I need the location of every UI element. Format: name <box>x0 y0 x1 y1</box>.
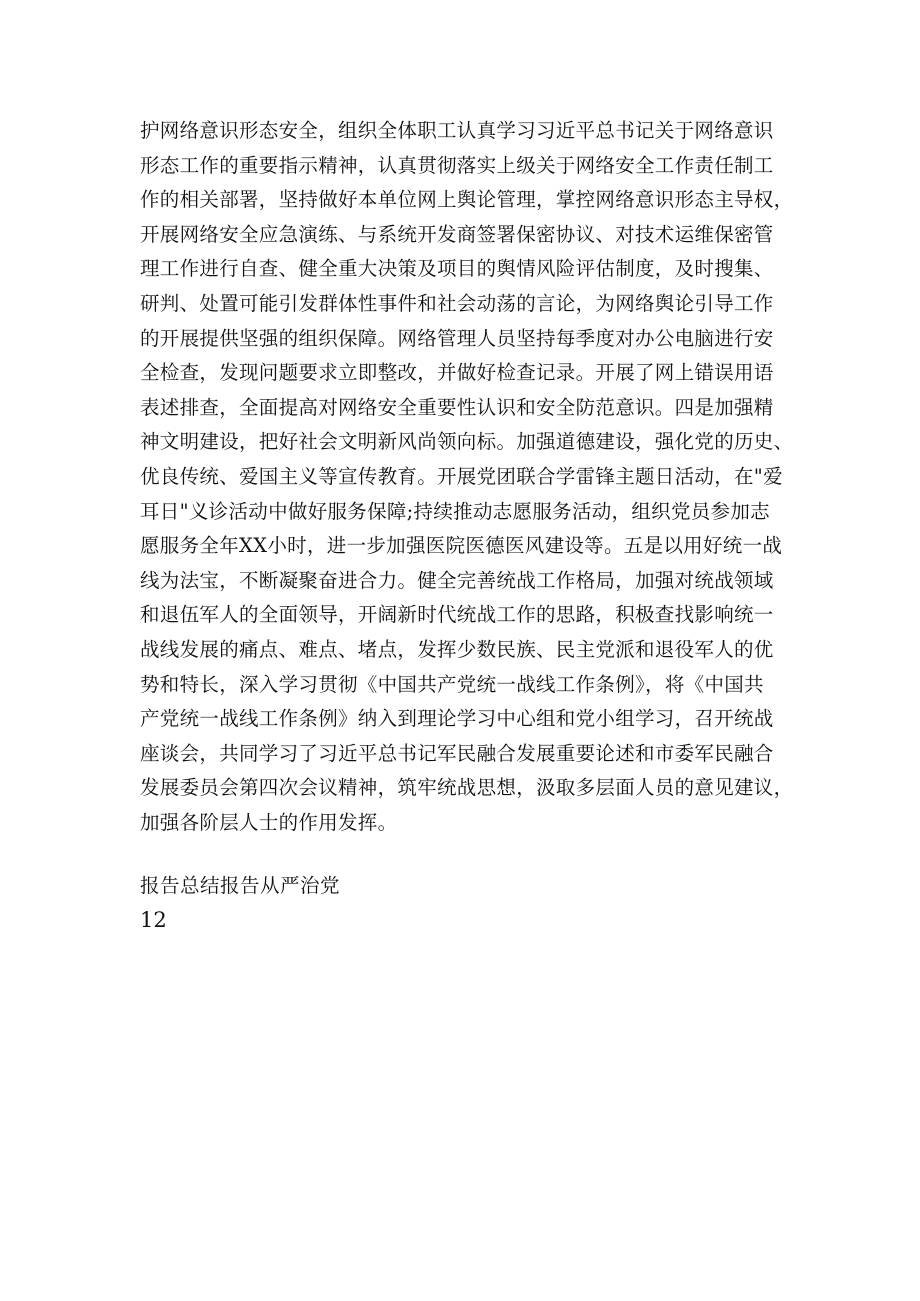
body-line: 理工作进行自查、健全重大决策及项目的舆情风险评估制度，及时搜集、 <box>140 257 774 281</box>
body-line: 势和特长，深入学习贯彻《中国共产党统一战线工作条例》，将《中国共 <box>140 672 764 696</box>
body-line: 线为法宝，不断凝聚奋进合力。健全完善统战工作格局，加强对统战领域 <box>140 568 774 592</box>
body-line: 研判、处置可能引发群体性事件和社会动荡的言论，为网络舆论引导工作 <box>140 291 774 315</box>
body-line: 和退伍军人的全面领导，开阔新时代统战工作的思路，积极查找影响统一 <box>140 603 774 627</box>
body-line: 开展网络安全应急演练、与系统开发商签署保密协议、对技术运维保密管 <box>140 222 774 246</box>
body-line: 的开展提供坚强的组织保障。网络管理人员坚持每季度对办公电脑进行安 <box>140 326 774 350</box>
body-line: 神文明建设，把好社会文明新风尚领向标。加强道德建设，强化党的历史、 <box>140 430 794 454</box>
body-line: 表述排查，全面提高对网络安全重要性认识和安全防范意识。四是加强精 <box>140 395 774 419</box>
body-line: 加强各阶层人士的作用发挥。 <box>140 810 398 834</box>
body-line: 发展委员会第四次会议精神，筑牢统战思想，汲取多层面人员的意见建议， <box>140 776 794 800</box>
body-paragraph <box>140 114 800 840</box>
body-line: 优良传统、爱国主义等宣传教育。开展党团联合学雷锋主题日活动，在"爱 <box>140 464 783 488</box>
body-line: 形态工作的重要指示精神，认真贯彻落实上级关于网络安全工作责任制工 <box>140 153 774 177</box>
page-number: 12 <box>140 908 167 932</box>
body-line: 愿服务全年XX小时，进一步加强医院医德医风建设等。五是以用好统一战 <box>140 534 783 558</box>
body-line: 战线发展的痛点、难点、堵点，发挥少数民族、民主党派和退役军人的优 <box>140 637 774 661</box>
body-line: 作的相关部署，坚持做好本单位网上舆论管理，掌控网络意识形态主导权， <box>140 188 794 212</box>
body-line: 产党统一战线工作条例》纳入到理论学习中心组和党小组学习，召开统战 <box>140 707 774 731</box>
body-line: 护网络意识形态安全，组织全体职工认真学习习近平总书记关于网络意识 <box>140 119 774 142</box>
body-line: 座谈会，共同学习了习近平总书记军民融合发展重要论述和市委军民融合 <box>140 741 774 765</box>
body-line: 全检查，发现问题要求立即整改，并做好检查记录。开展了网上错误用语 <box>140 361 774 385</box>
body-line: 耳日"义诊活动中做好服务保障;持续推动志愿服务活动，组织党员参加志 <box>140 499 770 523</box>
document-tags: 报告总结报告从严治党 <box>140 874 341 897</box>
